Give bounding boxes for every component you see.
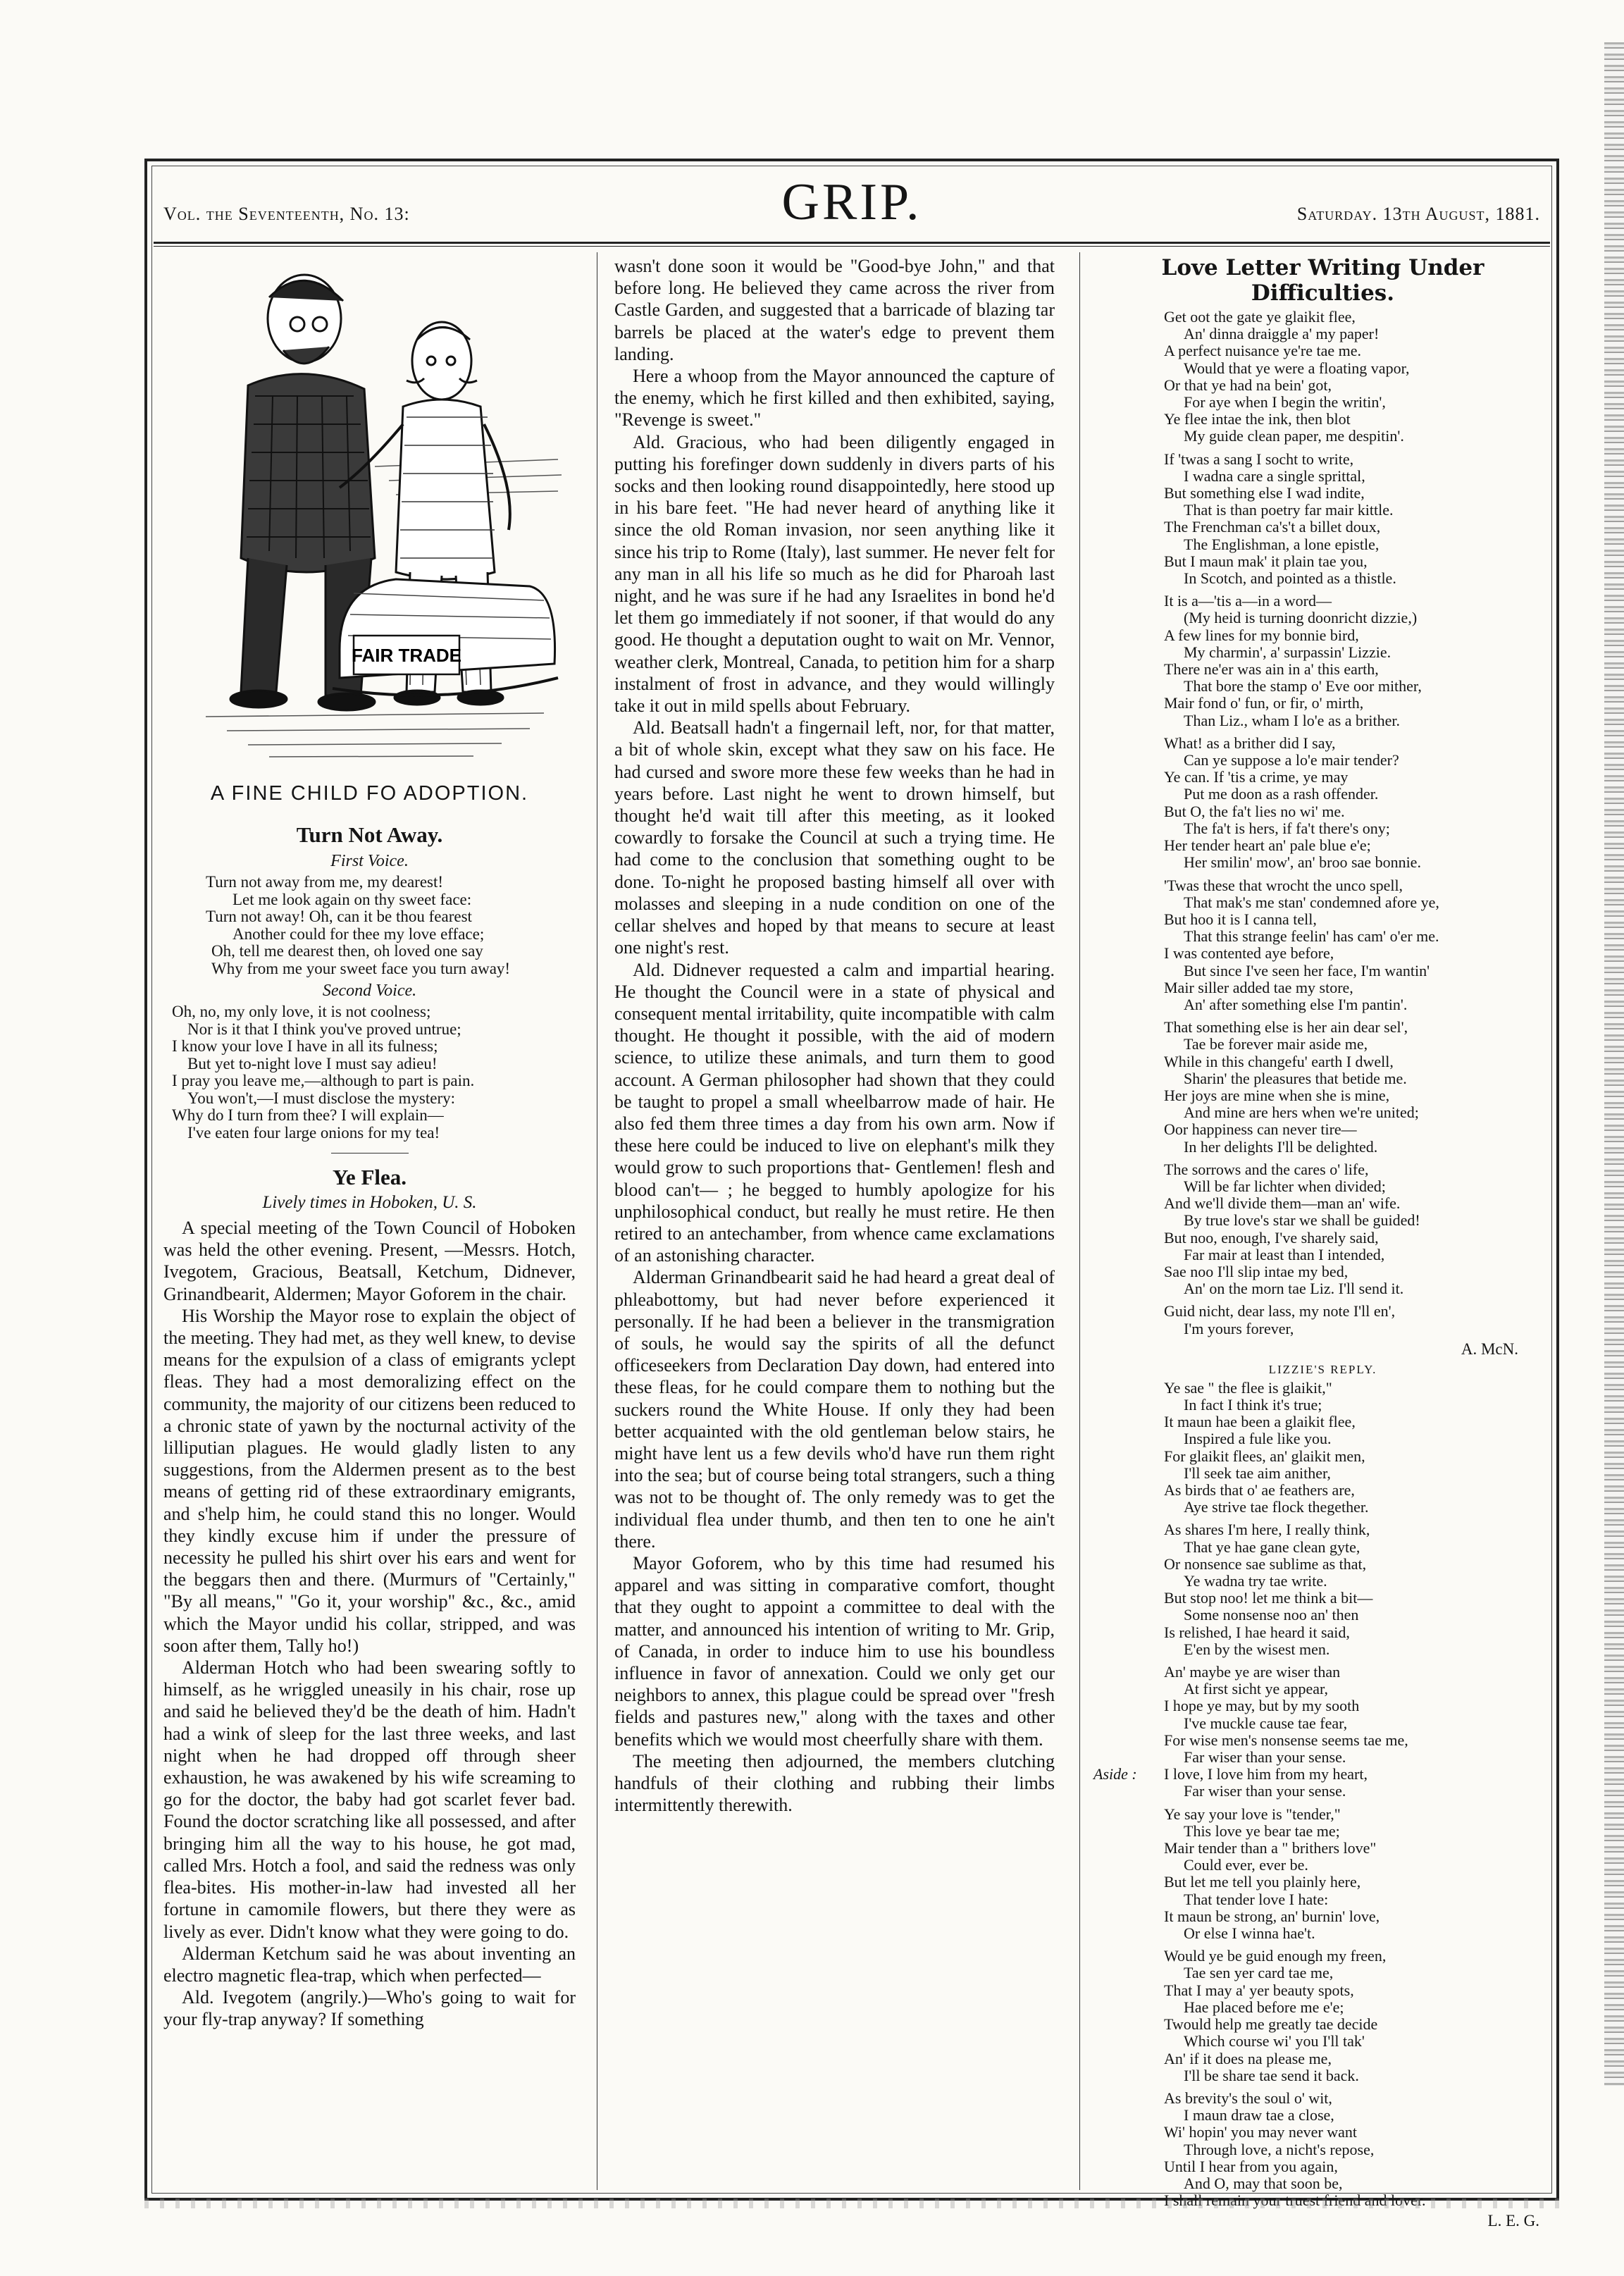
masthead: [156, 173, 1547, 237]
poem-line: Far mair at least than I intended,: [1184, 1245, 1385, 1263]
poem-line: You won't,—I must disclose the mystery:: [187, 1089, 456, 1107]
poem-line: I've eaten four large onions for my tea!: [187, 1123, 440, 1142]
paragraph: Here a whoop from the Mayor announced the capture of the enemy, which he first killed and then exhibited, saying, "Revenge is sweet.": [614, 366, 1055, 431]
poem-line: Ye sae " the flee is glaikit,": [1164, 1378, 1332, 1397]
poem-line: An' after something else I'm pantin'.: [1184, 995, 1408, 1013]
poem-line: Guid nicht, dear lass, my note I'll en',: [1164, 1302, 1396, 1321]
cartoon-caption: A FINE CHILD FO ADOPTION.: [210, 782, 529, 805]
paragraph: A special meeting of the Town Council of Hoboken was held the other evening. Present, —Messrs. Hotch, Ivegotem, Gracious, Beatsall, Ketchum, Didnever, Grinandbearit, Aldermen; Mayor Goforem in the chair.: [163, 1218, 576, 1304]
cradle: [333, 579, 558, 695]
reply-poem: [1093, 1378, 1546, 2210]
poem-line: This love ye bear tae me;: [1184, 1822, 1340, 1840]
issue-date: Saturday. 13th August, 1881.: [1296, 204, 1540, 224]
poem-line: As brevity's the soul o' wit,: [1164, 2089, 1332, 2107]
poem-line: Some nonsense noo an' then: [1184, 1606, 1359, 1624]
poem-line: Or else I winna hae't.: [1184, 1924, 1315, 1943]
poem-line: Until I hear from you again,: [1164, 2157, 1338, 2175]
poem-line: Would that ye were a floating vapor,: [1184, 359, 1410, 377]
poem-line: Inspired a fule like you.: [1184, 1430, 1332, 1448]
paragraph: Alderman Hotch who had been swearing softly to himself, as he wriggled uneasily in his chair, rose up and said he believed they'd be the death of him. Hadn't had a wink of sleep for the last three weeks, and last night when he had dropped off through sheer exhaustion, he was awakened by his wife screaming to go for the doctor, the baby had got scarlet fever bad. Found the doctor scratching like all possessed, and after bringing him all the way to his house, he got mad, called Mrs. Hotch a fool, and said the redness was only flea-bites. His mother-in-law had invested all her fortune in camomile flowers, but there they were as lively as ever. Didn't know what they were going to do.: [163, 1657, 576, 1942]
poem-line: Mair fond o' fun, or fir, o' mirth,: [1164, 694, 1364, 712]
poem-line: Turn not away! Oh, can it be thou fearest: [206, 908, 472, 925]
paragraph: Ald. Beatsall hadn't a fingernail left, nor, for that matter, a bit of whole skin, except what they saw on his face. He had cursed and swore more these few weeks than he had in years before. Last night he went to drown himself, but thought he'd wait till after this meeting, as it looked cowardly to forsake the Council at such a trying time. He had come to the conclusion that something ought to be done. To-night he proposed basting himself all over with molasses and sleeping in a nude condition on one of the cellar shelves and hoped by that means to secure at least one night's rest.: [614, 717, 1055, 958]
paragraph: Alderman Grinandbearit said he had heard a great deal of phleabottomy, but had never before experienced it personally. If he had been a believer in the transmigration of souls, he would say the spirits of all the defunct officeseekers from Declaration Day down, had entered into these fleas, for he could compare them to nothing but the suckers round the White House. If only they had been better acquainted with the old gentleman below stairs, he might have lent us a few devils who'd have run them right into the sea; but of course being total strangers, such a thing was not to be thought of. The only remedy was to get the individual flea under thumb, and then ten to one he ain't there.: [614, 1267, 1055, 1552]
volume-number: Vol. the Seventeenth, No. 13:: [163, 204, 410, 224]
poem-line: Hae placed before me e'e;: [1184, 1998, 1344, 2016]
aside-label: Aside :: [1093, 1765, 1137, 1783]
poem-line: I hope ye may, but by my sooth: [1164, 1697, 1360, 1715]
poem-line: Get oot the gate ye glaikit flee,: [1164, 308, 1356, 326]
poem-line: My charmin', a' surpassin' Lizzie.: [1184, 643, 1391, 661]
masthead-rule: [154, 242, 1550, 244]
poem-line: While in this changefu' earth I dwell,: [1164, 1052, 1394, 1070]
poem-line: It maun be strong, an' burnin' love,: [1164, 1907, 1380, 1925]
poem-line: Mair tender than a " brithers love": [1164, 1839, 1377, 1857]
poem-line: In fact I think it's true;: [1184, 1395, 1322, 1414]
poem-line: At first sicht ye appear,: [1184, 1680, 1328, 1698]
poem-line: Wi' hopin' you may never want: [1164, 2123, 1358, 2141]
love-letter-title: Love Letter Writing Under Difficulties.: [1161, 255, 1484, 306]
poem-line: I maun draw tae a close,: [1184, 2106, 1334, 2125]
poem-line: My guide clean paper, me despitin'.: [1184, 427, 1404, 445]
column-2: [614, 255, 1055, 2189]
poem-line: 'Twas these that wrocht the unco spell,: [1164, 876, 1403, 894]
poem-line: I wadna care a single sprittal,: [1184, 466, 1365, 485]
paragraph: Ald. Didnever requested a calm and impartial hearing. He thought the Council were in a state of physical and consequent mental irritability, quite incompatible with calm thought. He thought it possible, with the aid of modern science, to utilize these animals, and turn them to good account. A German philosopher had shown that they could be taught to propel a small wheelbarrow made of hair. He also fed them three times a day from his own arm. Now if these here could be induced to live on elephant's milk they would grow to such proportions that- Gentlemen! flesh and blood can't— ; he begged to humbly apologize for his unphilosophical conduct, but really he must retire. He then retired to an antechamber, from whence came exclamations of an astonishing character.: [614, 959, 1055, 1266]
poem-line: I shall remain your truest friend and lover.: [1164, 2191, 1426, 2210]
section-rule: [331, 1153, 409, 1154]
poem-line: But yet to-night love I must say adieu!: [187, 1054, 438, 1072]
poem-line: Tae sen yer card tae me,: [1184, 1964, 1334, 1982]
poem-line: For aye when I begin the writin',: [1184, 393, 1386, 412]
paragraph: Mayor Goforem, who by this time had resumed his apparel and was sitting in comparative comfort, thought that they ought to appoint a committee to deal with the matter, and announced his intention of writing to Mr. Grip, of Canada, in order to induce him to use his boundless influence in favor of annexation. Could we only get our neighbors to annex, this plague could be spread over "fresh fields and pastures new," along with the taxes and other benefits which we would most cheerfully share with them.: [614, 1552, 1055, 1750]
poem-line: Mair siller added tae my store,: [1164, 978, 1353, 996]
poem-line: That bore the stamp o' Eve oor mither,: [1184, 677, 1422, 695]
poem-line: An' on the morn tae Liz. I'll send it.: [1184, 1280, 1404, 1298]
poem-line: [1093, 1765, 1546, 1783]
poem-line: For wise men's nonsense seems tae me,: [1164, 1731, 1408, 1749]
poem-line: As birds that o' ae feathers are,: [1164, 1481, 1355, 1499]
reply-signature: L. E. G.: [1487, 2212, 1539, 2230]
poem-line: The sorrows and the cares o' life,: [1164, 1160, 1369, 1178]
poem-line: That I may a' yer beauty spots,: [1164, 1981, 1354, 1999]
poem-line: Tae be forever mair aside me,: [1184, 1035, 1368, 1053]
masthead-rule-thin: [154, 246, 1550, 247]
poem-line: But hoo it is I canna tell,: [1164, 910, 1317, 928]
paragraph: Alderman Ketchum said he was about inventing an electro magnetic flea-trap, which when perfected—: [163, 1943, 576, 1986]
poem-line: Put me doon as a rash offender.: [1184, 785, 1379, 803]
poem-line: Aye strive tae flock thegether.: [1184, 1498, 1369, 1516]
poem-title: Turn Not Away.: [296, 822, 443, 847]
poem-line: I'm yours forever,: [1184, 1319, 1294, 1337]
column-3: [1093, 255, 1546, 2230]
poem-line: Ye say your love is "tender,": [1164, 1805, 1341, 1823]
poem-stanza-1: [163, 874, 576, 977]
poem-line: The Frenchman ca's't a billet doux,: [1164, 518, 1381, 536]
article-body-col2: [614, 255, 1055, 1816]
poem-line: Far wiser than your sense.: [1184, 1748, 1346, 1767]
poem-line: An' dinna draiggle a' my paper!: [1184, 325, 1380, 343]
scan-edge: [1604, 42, 1624, 2086]
poem-line: Through love, a nicht's repose,: [1184, 2140, 1375, 2158]
love-letter-poem: [1099, 309, 1546, 1337]
poem-line: That tender love I hate:: [1184, 1890, 1329, 1908]
poem-line: That this strange feelin' has cam' o'er me.: [1184, 927, 1439, 946]
article-subtitle: Lively times in Hoboken, U. S.: [262, 1193, 477, 1212]
scan-bottom-edge: [144, 2198, 1561, 2208]
poem-line: That mak's me stan' condemned afore ye,: [1184, 893, 1439, 911]
poem-line: An' if it does na please me,: [1164, 2049, 1332, 2067]
cradle-sign: FAIR TRADE: [352, 645, 461, 666]
poem-line: Will be far lichter when divided;: [1184, 1177, 1386, 1195]
reply-title: LIZZIE'S REPLY.: [1268, 1362, 1377, 1376]
poem-line: For glaikit flees, an' glaikit men,: [1164, 1447, 1365, 1465]
paragraph: His Worship the Mayor rose to explain the object of the meeting. They had met, as they well knew, to devise means for the expulsion of a class of emigrants yclept fleas. They had a most demoralizing effect on the community, the majority of our citizens been reduced to a chronic state of yawn by the nocturnal activity of the lilliputian plagues. He would gladly listen to any suggestions, from the Aldermen present as to the best means of getting rid of these extraordinary emigrants, and s'help him, he could stand this no longer. Would they kindly excuse him if under the pressure of necessity he pulled his shirt over his ears and went for the beggars then and there. (Murmurs of "Certainly," "By all means," "Go it, your worship" &c., &c., amid which the Mayor undid his collar, stripped, and was soon after them, Tally ho!): [163, 1305, 576, 1656]
poem-line: But since I've seen her face, I'm wantin': [1184, 961, 1430, 979]
column-1: [163, 255, 576, 2189]
poem-line: Turn not away from me, my dearest!: [206, 873, 444, 891]
poem-line: That is than poetry far mair kittle.: [1184, 501, 1394, 519]
poem-line: Ye flee intae the ink, then blot: [1164, 410, 1351, 428]
poem-line: Her tender heart an' pale blue e'e;: [1164, 836, 1371, 855]
poem-line: Sae noo I'll slip intae my bed,: [1164, 1262, 1349, 1280]
poem-line: But let me tell you plainly here,: [1164, 1873, 1361, 1891]
poem-line: By true love's star we shall be guided!: [1184, 1211, 1420, 1230]
poem-line: Can ye suppose a lo'e mair tender?: [1184, 751, 1399, 769]
article-title: Ye Flea.: [332, 1165, 407, 1189]
poem-line: That ye hae gane clean gyte,: [1184, 1538, 1360, 1556]
poem-line-text: I love, I love him from my heart,: [1164, 1765, 1368, 1783]
poem-line: And we'll divide them—man an' wife.: [1164, 1194, 1401, 1213]
masthead-title: GRIP.: [781, 173, 922, 231]
signature: A. McN.: [1461, 1340, 1518, 1358]
poem-line: Why do I turn from thee? I will explain—: [172, 1106, 444, 1124]
poem-line: I'll seek tae aim anither,: [1184, 1464, 1331, 1482]
poem-line: Far wiser than your sense.: [1184, 1782, 1346, 1800]
poem-line: Ye can. If 'tis a crime, ye may: [1164, 768, 1349, 786]
poem-line: I've muckle cause tae fear,: [1184, 1714, 1348, 1732]
poem-line: But O, the fa't lies no wi' me.: [1164, 802, 1345, 820]
poem-line: Oh, no, my only love, it is not coolness;: [172, 1003, 431, 1020]
poem-line: I pray you leave me,—although to part is pain.: [172, 1072, 475, 1089]
poem-line: In her delights I'll be delighted.: [1184, 1137, 1378, 1156]
poem-line: Or nonsence sae sublime as that,: [1164, 1554, 1367, 1573]
second-voice-label: Second Voice.: [322, 982, 417, 1000]
poem-line: That something else is her ain dear sel',: [1164, 1018, 1408, 1037]
poem-stanza-2: [163, 1003, 576, 1142]
poem-line: Sharin' the pleasures that betide me.: [1184, 1069, 1407, 1087]
poem-line: But stop noo! let me think a bit—: [1164, 1589, 1373, 1607]
poem-line: Let me look again on thy sweet face:: [233, 890, 472, 908]
poem-line: But I maun mak' it plain tae you,: [1164, 552, 1368, 570]
poem-line: But noo, enough, I've sharely said,: [1164, 1228, 1379, 1247]
poem-line: Another could for thee my love efface;: [233, 924, 485, 943]
poem-line: Than Liz., wham I lo'e as a brither.: [1184, 711, 1400, 729]
poem-line: Nor is it that I think you've proved untrue;: [187, 1020, 461, 1038]
poem-line: Oor happiness can never tire—: [1164, 1120, 1357, 1139]
cartoon-drawing: [163, 255, 576, 777]
cartoon-illustration: [163, 255, 576, 777]
poem-line: Or that ye had na bein' got,: [1164, 376, 1332, 394]
poem-line: Her joys are mine when she is mine,: [1164, 1086, 1390, 1104]
poem-line: And mine are hers when we're united;: [1184, 1103, 1419, 1122]
poem-line: The Englishman, a lone epistle,: [1184, 535, 1380, 553]
poem-line: Twould help me greatly tae decide: [1164, 2015, 1378, 2034]
poem-line: (My heid is turning doonricht dizzie,): [1184, 609, 1418, 627]
poem-line: An' maybe ye are wiser than: [1164, 1663, 1341, 1681]
poem-line: A few lines for my bonnie bird,: [1164, 626, 1359, 644]
paragraph: wasn't done soon it would be "Good-bye John," and that before long. He believed they came across the river from Castle Garden, and suggested that a barricade of blazing tar barrels be placed at the water's edge to prevent them landing.: [614, 256, 1055, 364]
poem-line: A perfect nuisance ye're tae me.: [1164, 342, 1362, 360]
poem-line: It maun hae been a glaikit flee,: [1164, 1413, 1356, 1431]
poem-line: E'en by the wisest men.: [1184, 1640, 1330, 1658]
poem-line: I'll be share tae send it back.: [1184, 2066, 1359, 2084]
column-divider: [1079, 252, 1080, 2190]
poem-line: Is relished, I hae heard it said,: [1164, 1623, 1350, 1641]
poem-line: What! as a brither did I say,: [1164, 734, 1336, 752]
poem-line: In Scotch, and pointed as a thistle.: [1184, 569, 1396, 588]
poem-line: Would ye be guid enough my freen,: [1164, 1947, 1387, 1965]
poem-line: But something else I wad indite,: [1164, 484, 1365, 502]
poem-line: There ne'er was ain in a' this earth,: [1164, 660, 1379, 679]
paragraph: Ald. Gracious, who had been diligently engaged in putting his forefinger down suddenly in divers parts of his socks and then looking round disappointedly, here stood up in his bare feet. "He had never heard of anything like it since the old Roman invasion, nor seen anything like it since his trip to Rome (Italy), last summer. He never felt for any man in all his life so much as he did for Pharoah last night, and he was sure if he had any Israelites in bond he'd let them go immediately if not sooner, if that would do any good. He thought a deputation ought to wait on Mr. Vennor, weather clerk, Montreal, Canada, to petition him for a sharp instalment of frost in advance, and they would willingly take it out in mild spells about February.: [614, 431, 1055, 717]
paragraph: Ald. Ivegotem (angrily.)—Who's going to wait for your fly-trap anyway? If something: [163, 1987, 576, 2030]
poem-line: I was contented aye before,: [1164, 944, 1334, 963]
poem-line: I know your love I have in all its fulness;: [172, 1037, 438, 1055]
poem-line: And O, may that soon be,: [1184, 2174, 1343, 2192]
poem-line: Could ever, ever be.: [1184, 1856, 1308, 1874]
poem-line: Why from me your sweet face you turn away!: [211, 959, 511, 977]
poem-line: As shares I'm here, I really think,: [1164, 1521, 1370, 1539]
poem-line: Her smilin' mow', an' broo sae bonnie.: [1184, 853, 1421, 872]
article-body-col1: [163, 1217, 576, 2031]
poem-line: If 'twas a sang I socht to write,: [1164, 450, 1354, 468]
poem-line: The fa't is hers, if fa't there's ony;: [1184, 819, 1390, 837]
paragraph: The meeting then adjourned, the members clutching handfuls of their clothing and rubbing their limbs intermittently therewith.: [614, 1750, 1055, 1816]
poem-line: Ye wadna try tae write.: [1184, 1572, 1327, 1590]
poem-line: Oh, tell me dearest then, oh loved one say: [211, 942, 483, 960]
poem-line: It is a—'tis a—in a word—: [1164, 592, 1332, 610]
poem-line: Which course wi' you I'll tak': [1184, 2032, 1365, 2051]
first-voice-label: First Voice.: [330, 852, 409, 870]
